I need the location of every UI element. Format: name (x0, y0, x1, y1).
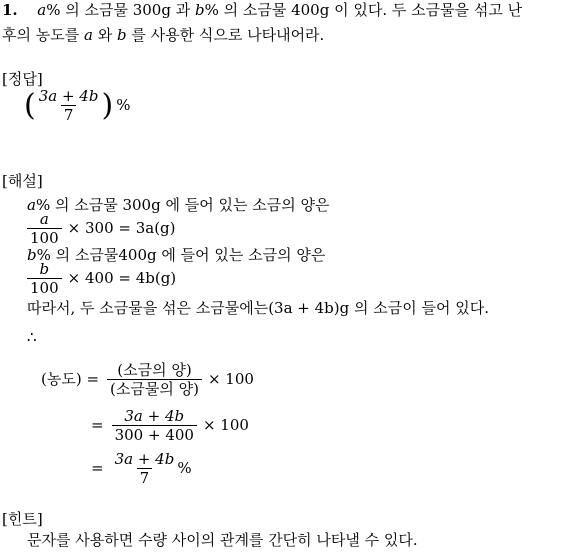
solution-fraction-2 (27, 261, 176, 296)
problem-text: 와 (92, 26, 117, 44)
equation-rest: × 100 (202, 416, 249, 435)
fraction-numerator: 3a + 4b (38, 87, 99, 105)
equation-line-3 (91, 451, 192, 486)
solution-text: % 의 소금물400g 에 들어 있는 소금의 양은 (36, 246, 326, 264)
fraction (112, 451, 178, 486)
problem-text: 를 사용한 식으로 나타내어라. (126, 26, 325, 44)
problem-line-2 (2, 26, 324, 45)
fraction (107, 362, 202, 397)
var-b: b (194, 1, 205, 19)
fraction-denominator: 7 (61, 105, 77, 124)
problem-text: % 의 소금물 300g 과 (46, 1, 195, 19)
answer-expression (24, 88, 130, 123)
fraction-numerator: 3a + 4b (124, 407, 185, 425)
problem-number: 1. (2, 1, 18, 19)
percent-sign: % (116, 96, 131, 115)
equation-line-1 (41, 362, 254, 397)
solution-line-3: 따라서, 두 소금물을 섞은 소금물에는(3a + 4b)g 의 소금이 들어 있다. (27, 299, 489, 317)
fraction-denominator: 100 (27, 278, 62, 297)
percent-sign: % (177, 459, 192, 478)
fraction (27, 261, 62, 296)
equation-line-2 (91, 408, 249, 443)
solution-heading: [해설] (2, 172, 43, 190)
fraction-numerator: (소금의 양) (117, 361, 192, 379)
fraction-denominator: (소금물의 양) (107, 379, 202, 398)
var-a: a (37, 1, 47, 19)
fraction-numerator: a (39, 210, 49, 228)
hint-heading: [힌트] (2, 510, 43, 528)
fraction-denominator: 7 (137, 468, 153, 487)
fraction-numerator: 3a + 4b (114, 450, 175, 468)
solution-expression: × 300 = 3a(g) (67, 219, 176, 238)
answer-heading: [정답] (2, 70, 43, 88)
equals-sign: = (91, 416, 104, 435)
equation-lhs: (농도) = (41, 370, 100, 389)
solution-fraction-1 (27, 211, 176, 246)
fraction-denominator: 300 + 400 (112, 425, 197, 444)
var-a: a (84, 26, 93, 44)
fraction (27, 211, 62, 246)
close-paren: ) (101, 87, 114, 123)
fraction (112, 408, 197, 443)
hint-text: 문자를 사용하면 수량 사이의 관계를 간단히 나타낼 수 있다. (27, 531, 418, 549)
var-a: a (27, 196, 36, 214)
solution-text: % 의 소금물 300g 에 들어 있는 소금의 양은 (35, 196, 330, 214)
var-b: b (27, 246, 37, 264)
problem-text: % 의 소금물 400g 이 있다. 두 소금물을 섞고 난 (204, 1, 523, 19)
open-paren: ( (24, 87, 36, 123)
answer-fraction (36, 88, 102, 123)
fraction-numerator: b (39, 260, 50, 278)
equation-rest: × 100 (207, 370, 254, 389)
problem-line-1 (2, 1, 522, 20)
fraction-denominator: 100 (27, 228, 62, 247)
equals-sign: = (91, 459, 104, 478)
therefore-symbol: ∴ (27, 328, 37, 346)
problem-text: 후의 농도를 (2, 26, 84, 44)
var-b: b (116, 26, 127, 44)
solution-expression: × 400 = 4b(g) (67, 269, 177, 288)
